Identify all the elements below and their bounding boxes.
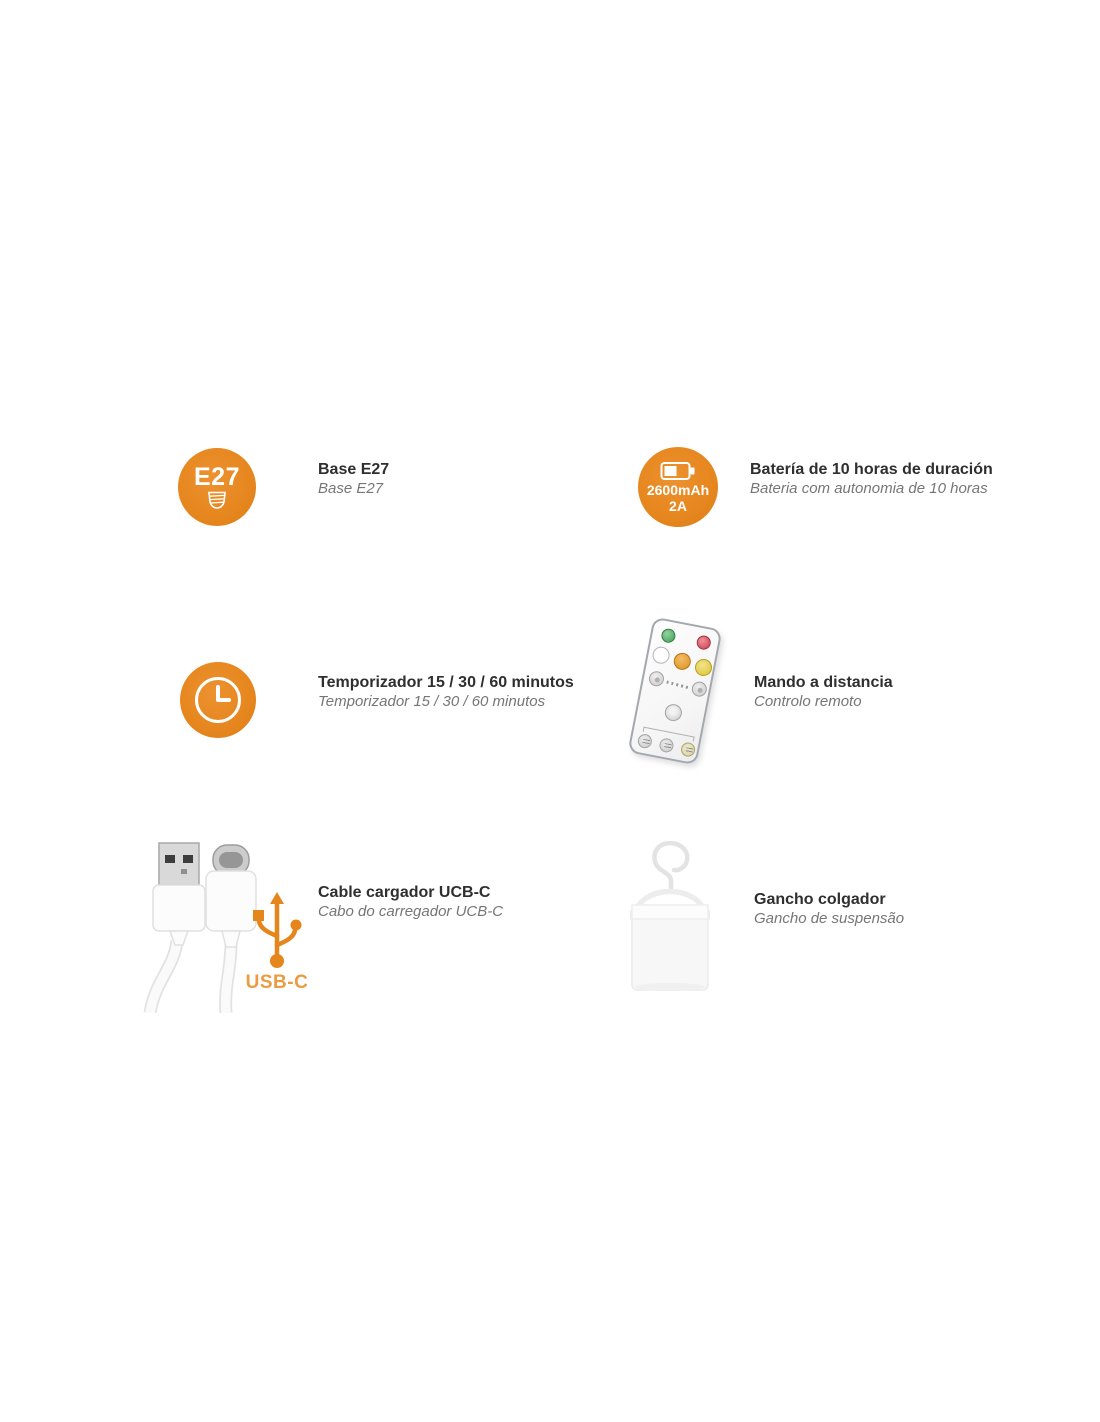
hook-title: Gancho colgador — [754, 891, 886, 908]
hook-feature-text — [754, 891, 904, 928]
cable-title: Cable cargador UCB-C — [318, 884, 491, 901]
remote-timer-60-button — [680, 741, 696, 757]
bulb-screw-base-icon — [204, 491, 230, 510]
battery-amperage-label: 2A — [669, 498, 687, 514]
timer-feature-text — [318, 674, 574, 711]
battery-feature-text — [750, 461, 993, 498]
remote-timer-15-button — [637, 733, 653, 749]
usb-trident-icon — [249, 892, 305, 970]
usb-a-connector — [153, 843, 205, 945]
remote-brighten-button — [691, 680, 709, 698]
remote-control-image — [627, 617, 722, 766]
e27-title: Base E27 — [318, 461, 390, 478]
remote-feature-text — [754, 674, 893, 711]
remote-white-button — [651, 645, 671, 665]
remote-yellow-button — [694, 658, 714, 678]
remote-dim-button — [648, 670, 666, 688]
e27-badge-icon — [178, 448, 256, 526]
clock-icon — [195, 677, 241, 723]
hook-subtitle: Gancho de suspensão — [754, 909, 905, 927]
battery-subtitle: Bateria com autonomia de 10 horas — [750, 479, 988, 497]
battery-capacity-label: 2600mAh — [646, 481, 710, 498]
timer-badge-icon — [180, 662, 256, 738]
e27-subtitle: Base E27 — [318, 479, 384, 497]
timer-title: Temporizador 15 / 30 / 60 minutos — [318, 674, 574, 691]
cable-subtitle: Cabo do carregador UCB-C — [318, 902, 504, 920]
remote-dotted-scale — [666, 680, 690, 689]
battery-icon — [660, 460, 696, 482]
e27-feature-text — [318, 461, 389, 498]
battery-badge-icon — [638, 447, 718, 527]
remote-warm-button — [672, 651, 692, 671]
remote-title: Mando a distancia — [754, 674, 893, 691]
remote-timer-30-button — [658, 737, 674, 753]
timer-subtitle: Temporizador 15 / 30 / 60 minutos — [318, 692, 546, 710]
hanging-hook-image — [625, 841, 715, 993]
battery-title: Batería de 10 horas de duración — [750, 461, 993, 478]
cable-feature-text — [318, 884, 503, 921]
e27-badge-label: E27 — [194, 462, 240, 491]
usb-c-label: USB-C — [245, 972, 309, 993]
remote-off-button — [696, 634, 712, 650]
remote-on-button — [660, 628, 676, 644]
remote-subtitle: Controlo remoto — [754, 692, 862, 710]
remote-mode-button — [663, 703, 683, 723]
